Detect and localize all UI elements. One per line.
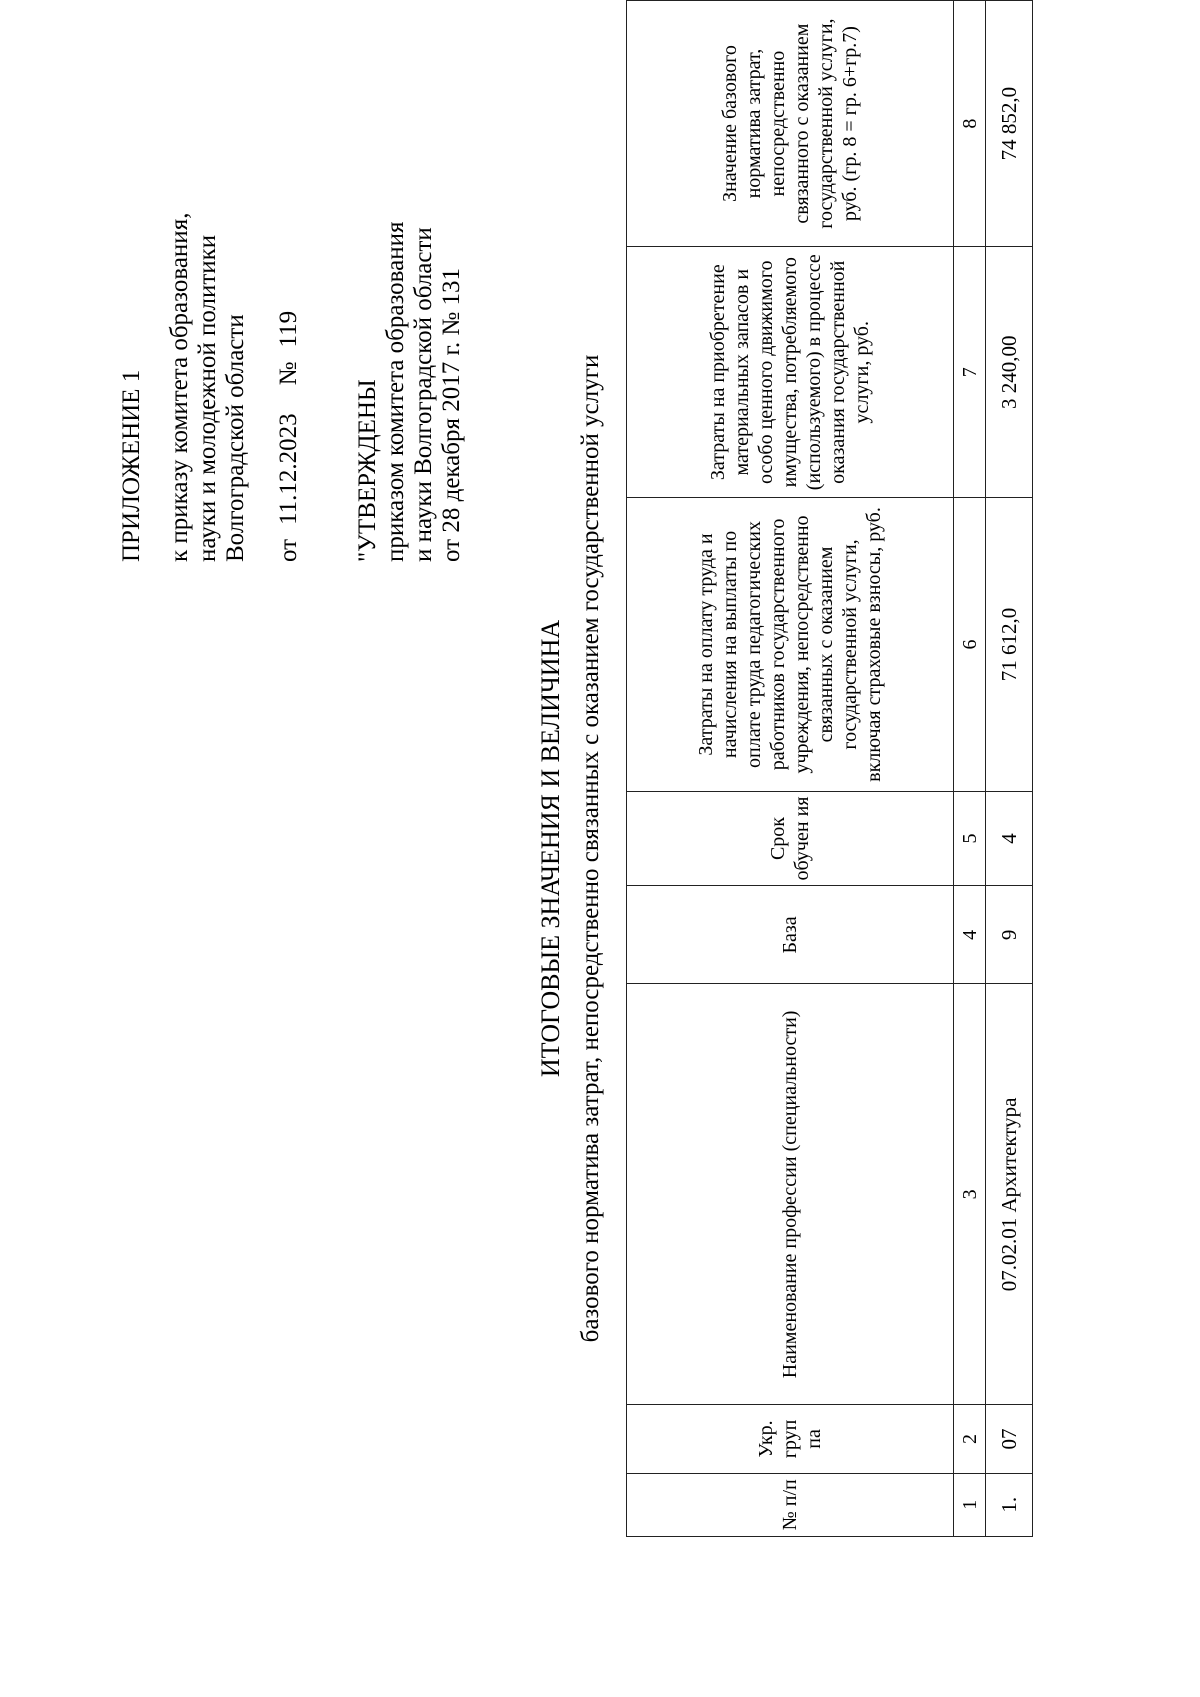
order-date-line — [275, 311, 303, 562]
column-number: 4 — [954, 886, 986, 984]
table-header-row — [627, 1, 954, 1537]
column-number: 7 — [954, 247, 986, 498]
order-number: 119 — [275, 310, 302, 348]
table-cell: 07 — [986, 1405, 1033, 1473]
cost-table — [626, 0, 1033, 1537]
approved-line: от 28 декабря 2017 г. № 131 — [438, 267, 465, 562]
header-cell-total-norm: Значение базового норматива затрат, непосредственно связанного с оказанием государственной услуги, руб. (гр. 8 = гр. 6+гр.7) — [627, 1, 954, 247]
order-line: науки и молодежной политики — [194, 234, 221, 562]
approved-line: приказом комитета образования — [382, 221, 409, 562]
table-cell: 74 852,0 — [986, 1, 1033, 247]
approved-reference — [354, 221, 466, 562]
header-cell-profession: Наименование профессии (специальности) — [627, 984, 954, 1405]
table-cell: 3 240,00 — [986, 247, 1033, 498]
table-cell: 07.02.01 Архитектура — [986, 984, 1033, 1405]
order-line: к приказу комитета образования, — [166, 212, 193, 562]
header-cell-duration: Срок обучен ия — [627, 791, 954, 886]
header-cell-material-costs: Затраты на приобретение материальных запасов и особо ценного движимого имущества, потребляемого (используемого) в процессе оказания государственной услуги, руб. — [627, 247, 954, 498]
column-number: 5 — [954, 791, 986, 886]
table-cell: 9 — [986, 886, 1033, 984]
column-number: 2 — [954, 1405, 986, 1473]
number-label: № — [275, 361, 302, 386]
approved-line: и науки Волгоградской области — [410, 227, 437, 562]
document-subtitle: базового норматива затрат, непосредственно связанных с оказанием государственной услуги — [577, 354, 604, 1343]
column-number: 1 — [954, 1473, 986, 1536]
order-date: 11.12.2023 — [275, 413, 302, 525]
order-reference — [166, 213, 250, 562]
order-line: Волгоградской области — [222, 314, 249, 562]
column-number: 8 — [954, 1, 986, 247]
table-cell: 4 — [986, 791, 1033, 886]
header-cell-labor-costs: Затраты на оплату труда и начисления на выплаты по оплате труда педагогических работников государственного учреждения, непосредственно связанных с оказанием государственной услуги, включая страховые взносы, руб. — [627, 498, 954, 791]
document-title: ИТОГОВЫЕ ЗНАЧЕНИЯ И ВЕЛИЧИНА — [536, 619, 565, 1078]
table-row — [986, 1, 1033, 1537]
approved-line: "УТВЕРЖДЕНЫ — [354, 379, 381, 562]
date-prefix: от — [275, 538, 302, 562]
header-cell-number: № п/п — [627, 1473, 954, 1536]
header-cell-group: Укр. груп па — [627, 1405, 954, 1473]
column-number: 3 — [954, 984, 986, 1405]
table-cell: 71 612,0 — [986, 498, 1033, 791]
column-number-row — [954, 1, 986, 1537]
table-cell: 1. — [986, 1473, 1033, 1536]
appendix-label: ПРИЛОЖЕНИЕ 1 — [118, 369, 145, 562]
header-cell-base: База — [627, 886, 954, 984]
column-number: 6 — [954, 498, 986, 791]
